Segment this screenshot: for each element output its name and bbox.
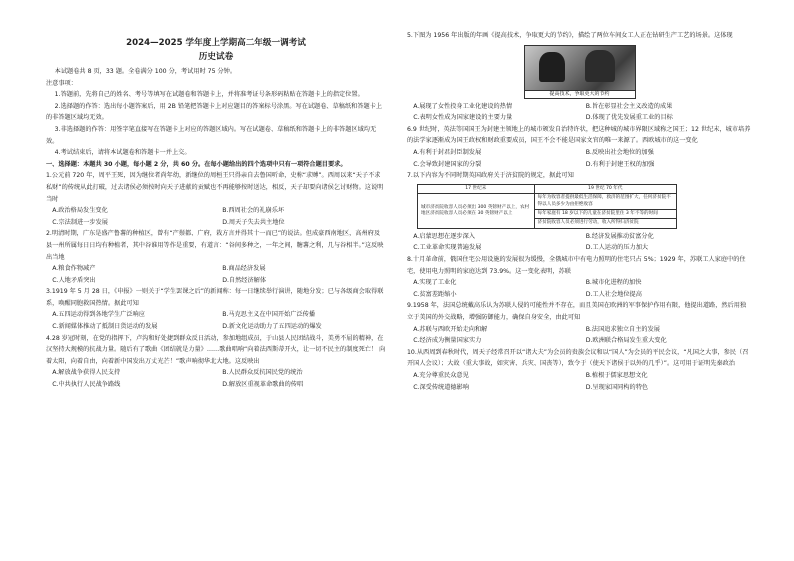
option-b[interactable]: B.植根于儒家思想文化	[585, 371, 648, 379]
figure-shape	[539, 52, 565, 82]
option-a[interactable]: A.苏联与西欧开始走向和解	[413, 325, 488, 333]
question-5-options	[407, 101, 752, 113]
left-column	[46, 30, 386, 391]
question-5-stem: 5.下图为 1956 年出版的年画《提高技术，争取更大的节约》，描绘了两位车间女工人正在钻研生产工艺的场景。这体现	[407, 32, 733, 39]
option-a[interactable]: A.五四运动得到各地学生广泛响应	[52, 311, 145, 319]
exam-info: 本试题卷共 8 页，33 题。全卷满分 100 分，考试用时 75 分钟。	[54, 68, 237, 75]
poor-law-table	[417, 184, 677, 229]
option-b[interactable]: B.西周社会的礼崩乐坏	[222, 207, 285, 215]
option-c[interactable]: C.宗法制进一步发展	[52, 218, 108, 226]
option-a[interactable]: A.展现了女性投身工业化建设的热情	[413, 102, 513, 110]
table-cell: 每年家庭有 18 岁以下的儿童在济贫院里住 3 年不等的时间	[534, 209, 676, 218]
option-d[interactable]: D.呈现家国同构的特色	[585, 383, 649, 391]
option-a[interactable]: A.政治格局发生变化	[52, 207, 108, 215]
right-column	[407, 30, 752, 393]
option-c[interactable]: C.表明女性成为国家建设的主要力量	[413, 114, 513, 122]
question-6-options	[407, 147, 752, 159]
image-caption: 提高技术，争取更大的节约	[525, 90, 635, 98]
question-5-options	[407, 112, 752, 124]
question-10-options	[407, 382, 752, 394]
question-1-stem: 1.公元前 720 年，周平王死，因为继位者尚年幼，新继位的周桓王只得亲自去鲁国听命，史称“求赙”。西周以来“天子不求私财”的传统从此打破，过去诸侯必须按时向天子进献的贡赋也不再能够按时送达，相反，天子却要向诸侯乞讨财物。这说明当时	[46, 172, 384, 203]
option-d[interactable]: D.欧洲联合格局发生重大变化	[585, 337, 667, 345]
option-d[interactable]: D.工人运动的压力加大	[585, 244, 649, 252]
table-header: 17 世纪末	[418, 184, 535, 193]
note-item: 3.非选择题的作答：用签字笔直接写在答题卡上对应的答题区域内。写在试题卷、草稿纸和答题卡上的非答题区域均无效。	[46, 125, 377, 145]
option-d[interactable]: D.自然经济解体	[222, 276, 267, 284]
question-9-stem: 9.1958 年，法国总统戴高乐认为苏联人侵的可能性并不存在，而且美国在欧洲的军事保护作用有限，他提出道路，然后用独立于美国的外交战略，增强防御能力，确保自身安全，由此可知	[407, 302, 747, 321]
question-6-stem: 6.9 世纪时，英法等国国王为封建主领地上的城市颁发自治特许状，把这种城的城市界限区域称之国王；12 世纪末，城市培养的法学家逐渐成为国王政权和财政重要成员，国王不会不能是国家文官的唯一来源了。西欧城市的这一变化	[407, 125, 751, 145]
option-b[interactable]: B.反映出社会地位的加强	[585, 148, 654, 156]
question-8-stem: 8.十月革命前，俄国住宅公用设施的发展很为缓慢，全俄城市中有电力照明的住宅只占 5%；1929 年，苏联工人家庭中的住宅，使用电力照明的家庭达到 73.9%。这一变化表明，苏联	[407, 255, 746, 275]
option-d[interactable]: D.周天子失去共主地位	[222, 218, 285, 226]
option-c[interactable]: C.深受传统道德影响	[413, 383, 469, 391]
table-header: 19 世纪 70 年代	[534, 184, 676, 193]
question-9-options	[407, 324, 752, 336]
option-d[interactable]: D.解放区重视革命歌曲的传唱	[222, 381, 304, 389]
question-4-options	[46, 367, 386, 379]
option-d[interactable]: D.新文化运动助力了五四运动的爆发	[222, 323, 322, 331]
option-c[interactable]: C.中共执行人民战争路线	[52, 381, 121, 389]
exam-title: 2024—2025 学年度上学期高二年级一调考试	[126, 38, 306, 48]
option-b[interactable]: B.人民群众反抗国民党的统治	[222, 369, 303, 377]
option-b[interactable]: B.经济发展推动贫富分化	[585, 232, 654, 240]
question-3-options	[46, 321, 386, 333]
option-c[interactable]: C.新闻媒体推动了抵制日货运动的发展	[52, 323, 158, 331]
option-a[interactable]: A.充分尊重民众意见	[413, 371, 469, 379]
option-d[interactable]: D.体现了优先发展重工业的目标	[585, 114, 673, 122]
question-6-options	[407, 159, 752, 171]
option-a[interactable]: A.实现了工业化	[413, 279, 457, 287]
question-2-options	[46, 263, 386, 275]
table-cell: 城市济贫院收容人员必须出 300 英镑财产以上，农村地区济贫院收容人员必须在 30 英镑财产以上	[418, 194, 535, 229]
option-c[interactable]: C.工业革命实现普遍发展	[413, 244, 482, 252]
question-4-stem: 4.28 岁冠时刻，在党的指挥下，卢沟和好处捷到群众反日活动，参加地组成员，于山县人民团结战斗，美勇不屈的精神，在汉坚持大规模的抗战力量。随后有了歌曲《团结就是力量》……歌曲唱响“向着法西斯蒂开火，让一切不民主的制度死亡！ 向着太阳，向着自由，向着新中国发出万丈光芒！”歌声响彻华北大地。这反映出	[46, 334, 386, 365]
option-c[interactable]: C.经济成为衡量国家实力	[413, 337, 482, 345]
question-1-options	[46, 205, 386, 217]
notes-title: 注意事项：	[46, 79, 77, 87]
section-heading: 一、选择题：本题共 30 小题，每小题 2 分，共 60 分。在每小题给出的四个选项中只有一项符合题目要求。	[46, 160, 347, 168]
option-b[interactable]: B.法国追求独立自主的发展	[585, 325, 660, 333]
figure-shape	[585, 50, 615, 82]
subject-title: 历史试卷	[198, 52, 234, 62]
question-7-stem: 7.以下内容为不同时期英国政府关于济贫院的规定，据此可知	[407, 172, 574, 180]
question-7-options	[407, 231, 752, 243]
option-b[interactable]: B.城市化进程的加快	[585, 279, 642, 287]
table-cell: 济贫院收容人员必须进行劳动，收入所得归济贫院	[534, 219, 676, 228]
option-c[interactable]: C.人地矛盾突出	[52, 276, 96, 284]
new-year-painting-image	[524, 45, 636, 99]
question-2-options	[46, 275, 386, 287]
question-1-options	[46, 217, 386, 229]
question-9-options	[407, 335, 752, 347]
note-item: 4.考试结束后，请将本试题卷和答题卡一并上交。	[54, 149, 191, 157]
note-item: 2.选择题的作答：选出每小题答案后，用 2B 铅笔把答题卡上对应题目的答案标号涂黑。写在试题卷、草稿纸和答题卡上的非答题区域均无效。	[46, 102, 383, 122]
question-10-options	[407, 370, 752, 382]
question-8-options	[407, 277, 752, 289]
option-b[interactable]: B.商品经济发展	[222, 265, 266, 273]
question-3-stem: 3.1919 年 5 月 28 日，《申报》一则关于“学生罢课之后”的新闻称：每一日继续举行演讲，随地分发；已与各级商会取得联系，唤醒同胞救国热情。据此可知	[46, 288, 384, 307]
question-7-options	[407, 242, 752, 254]
option-d[interactable]: D.工人社会地位提高	[585, 290, 642, 298]
question-10-stem: 10.从西周到春秋时代，周天子经常召开以“诸大夫”为会员的贵族会议和以“国人”为会员的平民会议，“凡国之大事，参民（召开国人会议）；大故（重大事故，如灾害、兵灾、国丧等），致令于（使天下诸侯于以外的几乎）”。这可用于证明先秦政治	[407, 348, 749, 368]
option-b[interactable]: B.旨在彰显社会主义改造的成果	[585, 102, 673, 110]
option-d[interactable]: D.有利于封建王权的加强	[585, 160, 655, 168]
option-a[interactable]: A.解放战争获得人民支持	[52, 369, 121, 377]
option-a[interactable]: A.有利于封君封臣制发展	[413, 148, 482, 156]
option-a[interactable]: A.粮食作物减产	[52, 265, 96, 273]
note-item: 1.答题前，先将自己的姓名、考号等填写在试题卷和答题卡上，并将准考证号条形码粘贴在答题卡上的指定位置。	[54, 91, 364, 99]
question-2-stem: 2.明清时期，广东是盛产鲁薯的种植区，曾有“产鬃都、广府，栽方言并得其十一而已”的说法。但成豪西南地区，高州府及县一州所属每日日均有种植者，其中谷谁用等作是重要，有道言：“谷间多种之，一年之间，糖薯之利，几与谷相半。”这反映出当地	[46, 230, 384, 261]
question-8-options	[407, 289, 752, 301]
option-c[interactable]: C.贫富差距缩小	[413, 290, 457, 298]
option-c[interactable]: C.会导致封建国家的分裂	[413, 160, 482, 168]
option-a[interactable]: A.启蒙思想在逐步深入	[413, 232, 475, 240]
question-4-options	[46, 379, 386, 391]
option-b[interactable]: B.马克思主义在中国开始广泛传播	[222, 311, 316, 319]
table-cell: 每年为收容者提供最低生活保障，救济的范围扩大，任何济贫院不得以人员多少为由拒绝收容	[534, 194, 676, 210]
question-3-options	[46, 309, 386, 321]
